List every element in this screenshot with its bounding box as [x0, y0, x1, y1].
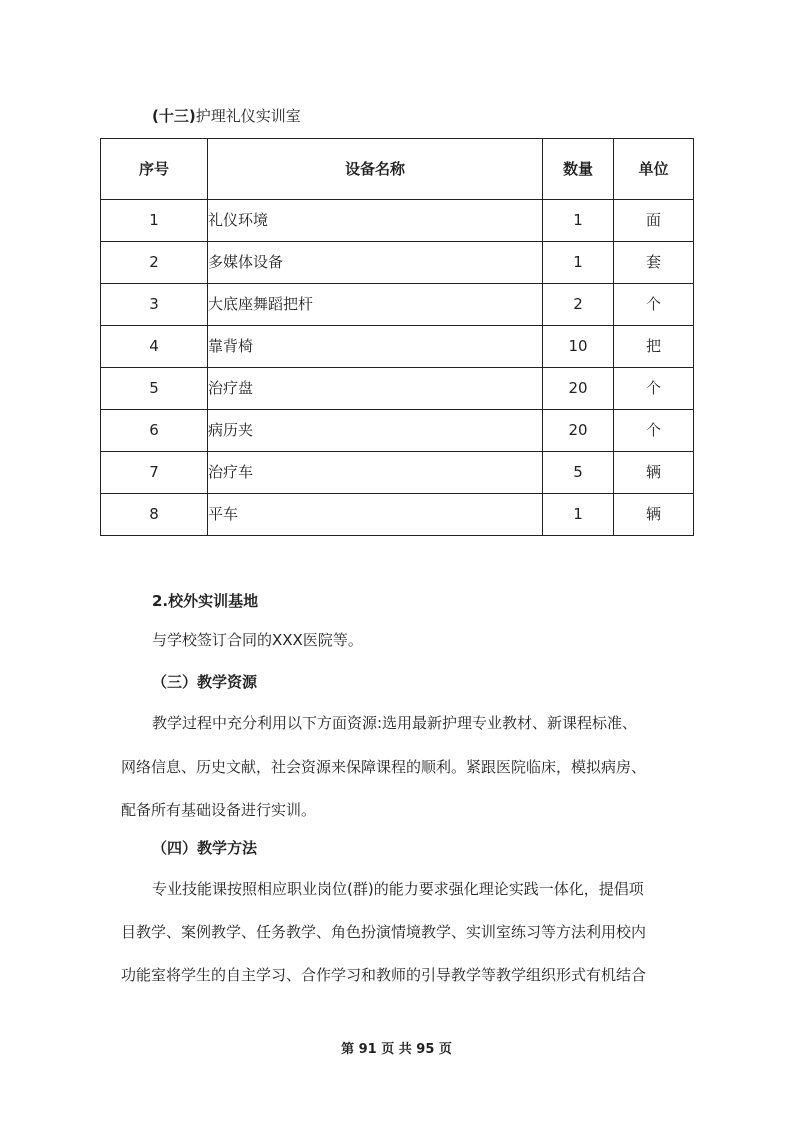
cell-name: 平车	[208, 494, 543, 536]
page-footer: 第 91 页 共 95 页	[341, 1042, 452, 1057]
resources-line-3: 配备所有基础设备进行实训。	[121, 801, 317, 819]
methods-line-3: 功能室将学生的自主学习、合作学习和教师的引导教学等教学组织形式有机结合	[121, 966, 647, 984]
cell-qty: 2	[543, 284, 614, 326]
cell-unit: 个	[614, 284, 694, 326]
cell-qty: 20	[543, 368, 614, 410]
cell-unit: 辆	[614, 494, 694, 536]
cell-name: 多媒体设备	[208, 242, 543, 284]
equipment-table	[100, 138, 694, 536]
section-number: (十三)	[152, 107, 196, 125]
table-row	[101, 494, 694, 536]
cell-name: 礼仪环境	[208, 200, 543, 242]
resources-line-1: 教学过程中充分利用以下方面资源:选用最新护理专业教材、新课程标准、	[152, 714, 638, 732]
cell-qty: 1	[543, 494, 614, 536]
cell-unit: 辆	[614, 452, 694, 494]
cell-no: 7	[101, 452, 208, 494]
methods-heading: （四）教学方法	[152, 839, 258, 857]
methods-line-2: 目教学、案例教学、任务教学、角色扮演情境教学、实训室练习等方法利用校内	[121, 923, 647, 941]
cell-unit: 套	[614, 242, 694, 284]
cell-no: 2	[101, 242, 208, 284]
header-qty: 数量	[543, 139, 614, 200]
table-row	[101, 284, 694, 326]
methods-line-1: 专业技能课按照相应职业岗位(群)的能力要求强化理论实践一体化，提倡项	[152, 880, 644, 898]
cell-qty: 5	[543, 452, 614, 494]
cell-qty: 10	[543, 326, 614, 368]
cell-no: 1	[101, 200, 208, 242]
table-row	[101, 200, 694, 242]
table-row	[101, 242, 694, 284]
cell-name: 病历夹	[208, 410, 543, 452]
cell-no: 4	[101, 326, 208, 368]
cell-name: 大底座舞蹈把杆	[208, 284, 543, 326]
cell-unit: 面	[614, 200, 694, 242]
header-name: 设备名称	[208, 139, 543, 200]
table-row	[101, 410, 694, 452]
cell-unit: 把	[614, 326, 694, 368]
cell-no: 5	[101, 368, 208, 410]
cell-unit: 个	[614, 368, 694, 410]
resources-line-2: 网络信息、历史文献，社会资源来保障课程的顺利。紧跟医院临床，模拟病房、	[121, 758, 647, 776]
resources-heading: （三）教学资源	[152, 673, 258, 691]
cell-no: 6	[101, 410, 208, 452]
section-title	[152, 104, 301, 128]
table-row	[101, 452, 694, 494]
cell-no: 8	[101, 494, 208, 536]
cell-name: 靠背椅	[208, 326, 543, 368]
cell-qty: 20	[543, 410, 614, 452]
table-row	[101, 368, 694, 410]
offsite-text: 与学校签订合同的XXX医院等。	[152, 631, 363, 649]
header-no: 序号	[101, 139, 208, 200]
cell-qty: 1	[543, 200, 614, 242]
table-row	[101, 326, 694, 368]
table-header-row	[101, 139, 694, 200]
cell-name: 治疗盘	[208, 368, 543, 410]
cell-unit: 个	[614, 410, 694, 452]
section-title-text: 护理礼仪实训室	[195, 107, 301, 125]
offsite-heading: 2.校外实训基地	[152, 592, 259, 610]
cell-qty: 1	[543, 242, 614, 284]
cell-no: 3	[101, 284, 208, 326]
cell-name: 治疗车	[208, 452, 543, 494]
header-unit: 单位	[614, 139, 694, 200]
